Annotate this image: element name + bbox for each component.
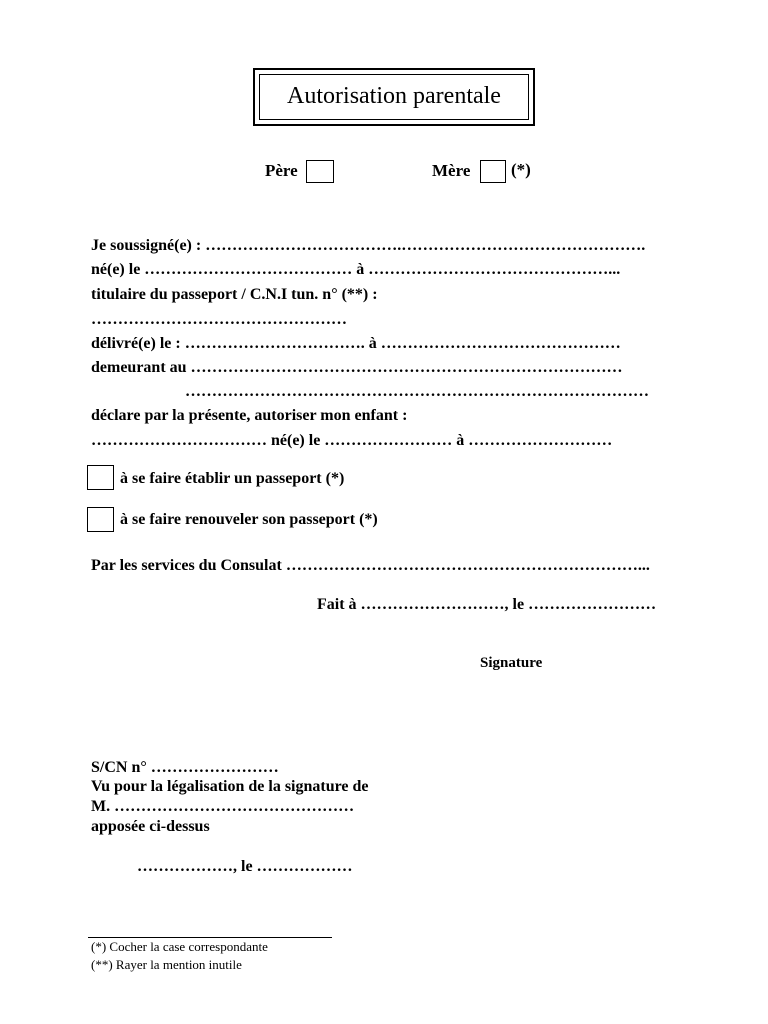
- page-title: Autorisation parentale: [287, 83, 501, 109]
- signature-label: Signature: [480, 655, 543, 671]
- address-line: demeurant au ………………………………………………………………………: [91, 359, 623, 376]
- passport-number-line: …………………………………………: [91, 311, 347, 328]
- establish-passport-label: à se faire établir un passeport (*): [120, 470, 345, 487]
- consulate-line: Par les services du Consulat …………………………………………………………...: [91, 557, 650, 574]
- title-frame: [253, 68, 535, 126]
- passport-holder-line: titulaire du passeport / C.N.I tun. n° (**) :: [91, 286, 378, 303]
- child-line: …………………………… né(e) le …………………… à ………………………: [91, 432, 613, 449]
- birth-line: né(e) le ………………………………… à ………………………………………...: [91, 261, 621, 278]
- mother-label: Mère: [432, 161, 471, 180]
- soussigne-line: Je soussigné(e) : ……………………………….……………………………………….: [91, 237, 646, 254]
- father-checkbox[interactable]: [306, 160, 334, 183]
- declaration-line: déclare par la présente, autoriser mon enfant :: [91, 407, 408, 424]
- affixed-line: apposée ci-dessus: [91, 818, 210, 835]
- footnote-separator: [88, 937, 332, 938]
- legalisation-line: Vu pour la légalisation de la signature de: [91, 778, 369, 795]
- mother-checkbox[interactable]: [480, 160, 506, 183]
- issued-line: délivré(e) le : ……………………………. à ………………………………………: [91, 335, 621, 352]
- address-continuation-line: ……………………………………………………………………………: [185, 383, 649, 400]
- legalisation-date-line: ………………, le ………………: [137, 858, 353, 875]
- renew-passport-checkbox[interactable]: [87, 507, 114, 532]
- legalisation-name-line: M. ………………………………………: [91, 798, 355, 815]
- father-label: Père: [265, 161, 298, 180]
- scn-number-line: S/CN n° ……………………: [91, 759, 279, 776]
- renew-passport-label: à se faire renouveler son passeport (*): [120, 511, 378, 528]
- footnote-check-box: (*) Cocher la case correspondante: [91, 939, 268, 954]
- footnote-strike-mention: (**) Rayer la mention inutile: [91, 957, 242, 972]
- asterisk-note-ref: (*): [511, 160, 531, 179]
- establish-passport-checkbox[interactable]: [87, 465, 114, 490]
- place-date-line: Fait à ………………………, le ……………………: [317, 596, 657, 613]
